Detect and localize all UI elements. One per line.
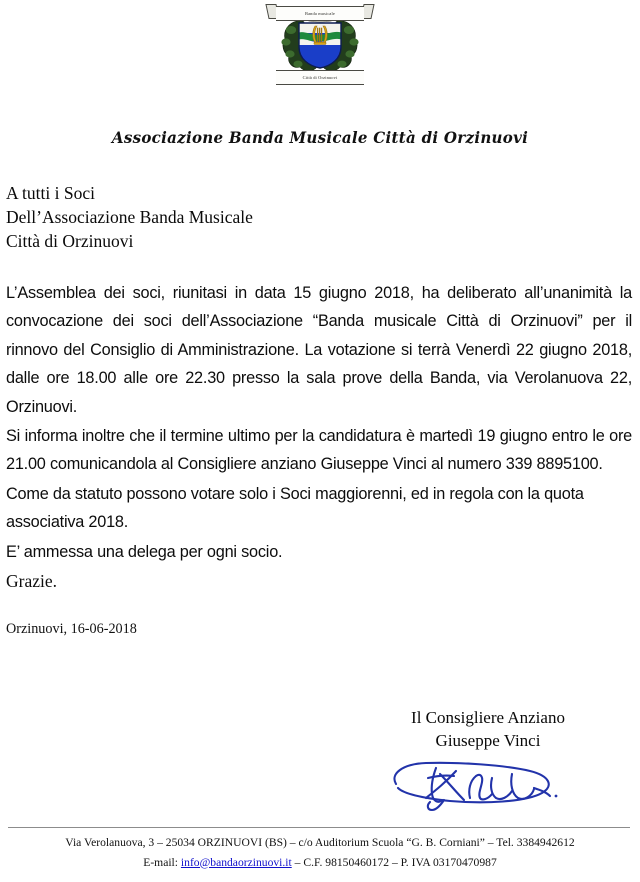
letter-body xyxy=(6,279,632,595)
signature-role: Il Consigliere Anziano xyxy=(411,708,565,727)
addressee-line-3: Città di Orzinuovi xyxy=(6,231,134,251)
crest-ribbon-bottom-text: Città di Orzinuovi xyxy=(302,74,338,81)
handwritten-signature xyxy=(358,754,618,816)
crest-ribbon-bottom xyxy=(276,70,364,85)
footer-email-label: E-mail: xyxy=(143,855,179,869)
footer-email-link[interactable]: info@bandaorzinuovi.it xyxy=(180,855,292,869)
footer-address-line: Via Verolanuova, 3 – 25034 ORZINUOVI (BS) – c/o Auditorium Scuola “G. B. Corniani” – Tel. 3384942612 xyxy=(65,836,575,849)
crest-ribbon-top-text: Banda musicale xyxy=(304,10,336,17)
date-line: Orzinuovi, 16-06-2018 xyxy=(6,621,137,638)
body-paragraph-5: Grazie. xyxy=(6,571,58,592)
coat-of-arms-icon xyxy=(274,4,366,90)
signature-block xyxy=(358,706,618,816)
body-paragraph-2: Si informa inoltre che il termine ultimo per la candidatura è martedì 19 giugno entro le ore 21.00 comunicandola al Consigliere anziano Giuseppe Vinci al numero 339 8895100. xyxy=(6,427,632,474)
addressee-line-1: A tutti i Soci xyxy=(6,183,95,203)
crest-ribbon-top xyxy=(276,6,364,21)
letterhead-crest-block xyxy=(0,0,640,90)
signature-name: Giuseppe Vinci xyxy=(435,731,541,750)
body-paragraph-1: L’Assemblea dei soci, riunitasi in data 15 giugno 2018, ha deliberato all’unanimità la convocazione dei soci dell’Associazione “Banda musicale Città di Orzinuovi” per il rinnovo del Consiglio di Amministrazione. La votazione si terrà Venerdì 22 giugno 2018, dalle ore 18.00 alle ore 22.30 presso la sala prove della Banda, via Verolanuova 22, Orzinuovi. xyxy=(6,284,632,416)
body-paragraph-4: E’ ammessa una delega per ogni socio. xyxy=(6,542,283,561)
footer-block xyxy=(0,833,640,872)
crest-shield-icon xyxy=(297,21,343,69)
footer-contact-line xyxy=(0,853,640,873)
addressee-block xyxy=(6,181,640,253)
footer-fiscal-codes: – C.F. 98150460172 – P. IVA 03170470987 xyxy=(294,855,497,869)
organization-script-title: Associazione Banda Musicale Città di Orzinuovi xyxy=(111,128,529,147)
addressee-line-2: Dell’Associazione Banda Musicale xyxy=(6,207,253,227)
footer-divider xyxy=(8,827,630,828)
body-paragraph-3: Come da statuto possono votare solo i Soci maggiorenni, ed in regola con la quota associativa 2018. xyxy=(6,484,584,532)
